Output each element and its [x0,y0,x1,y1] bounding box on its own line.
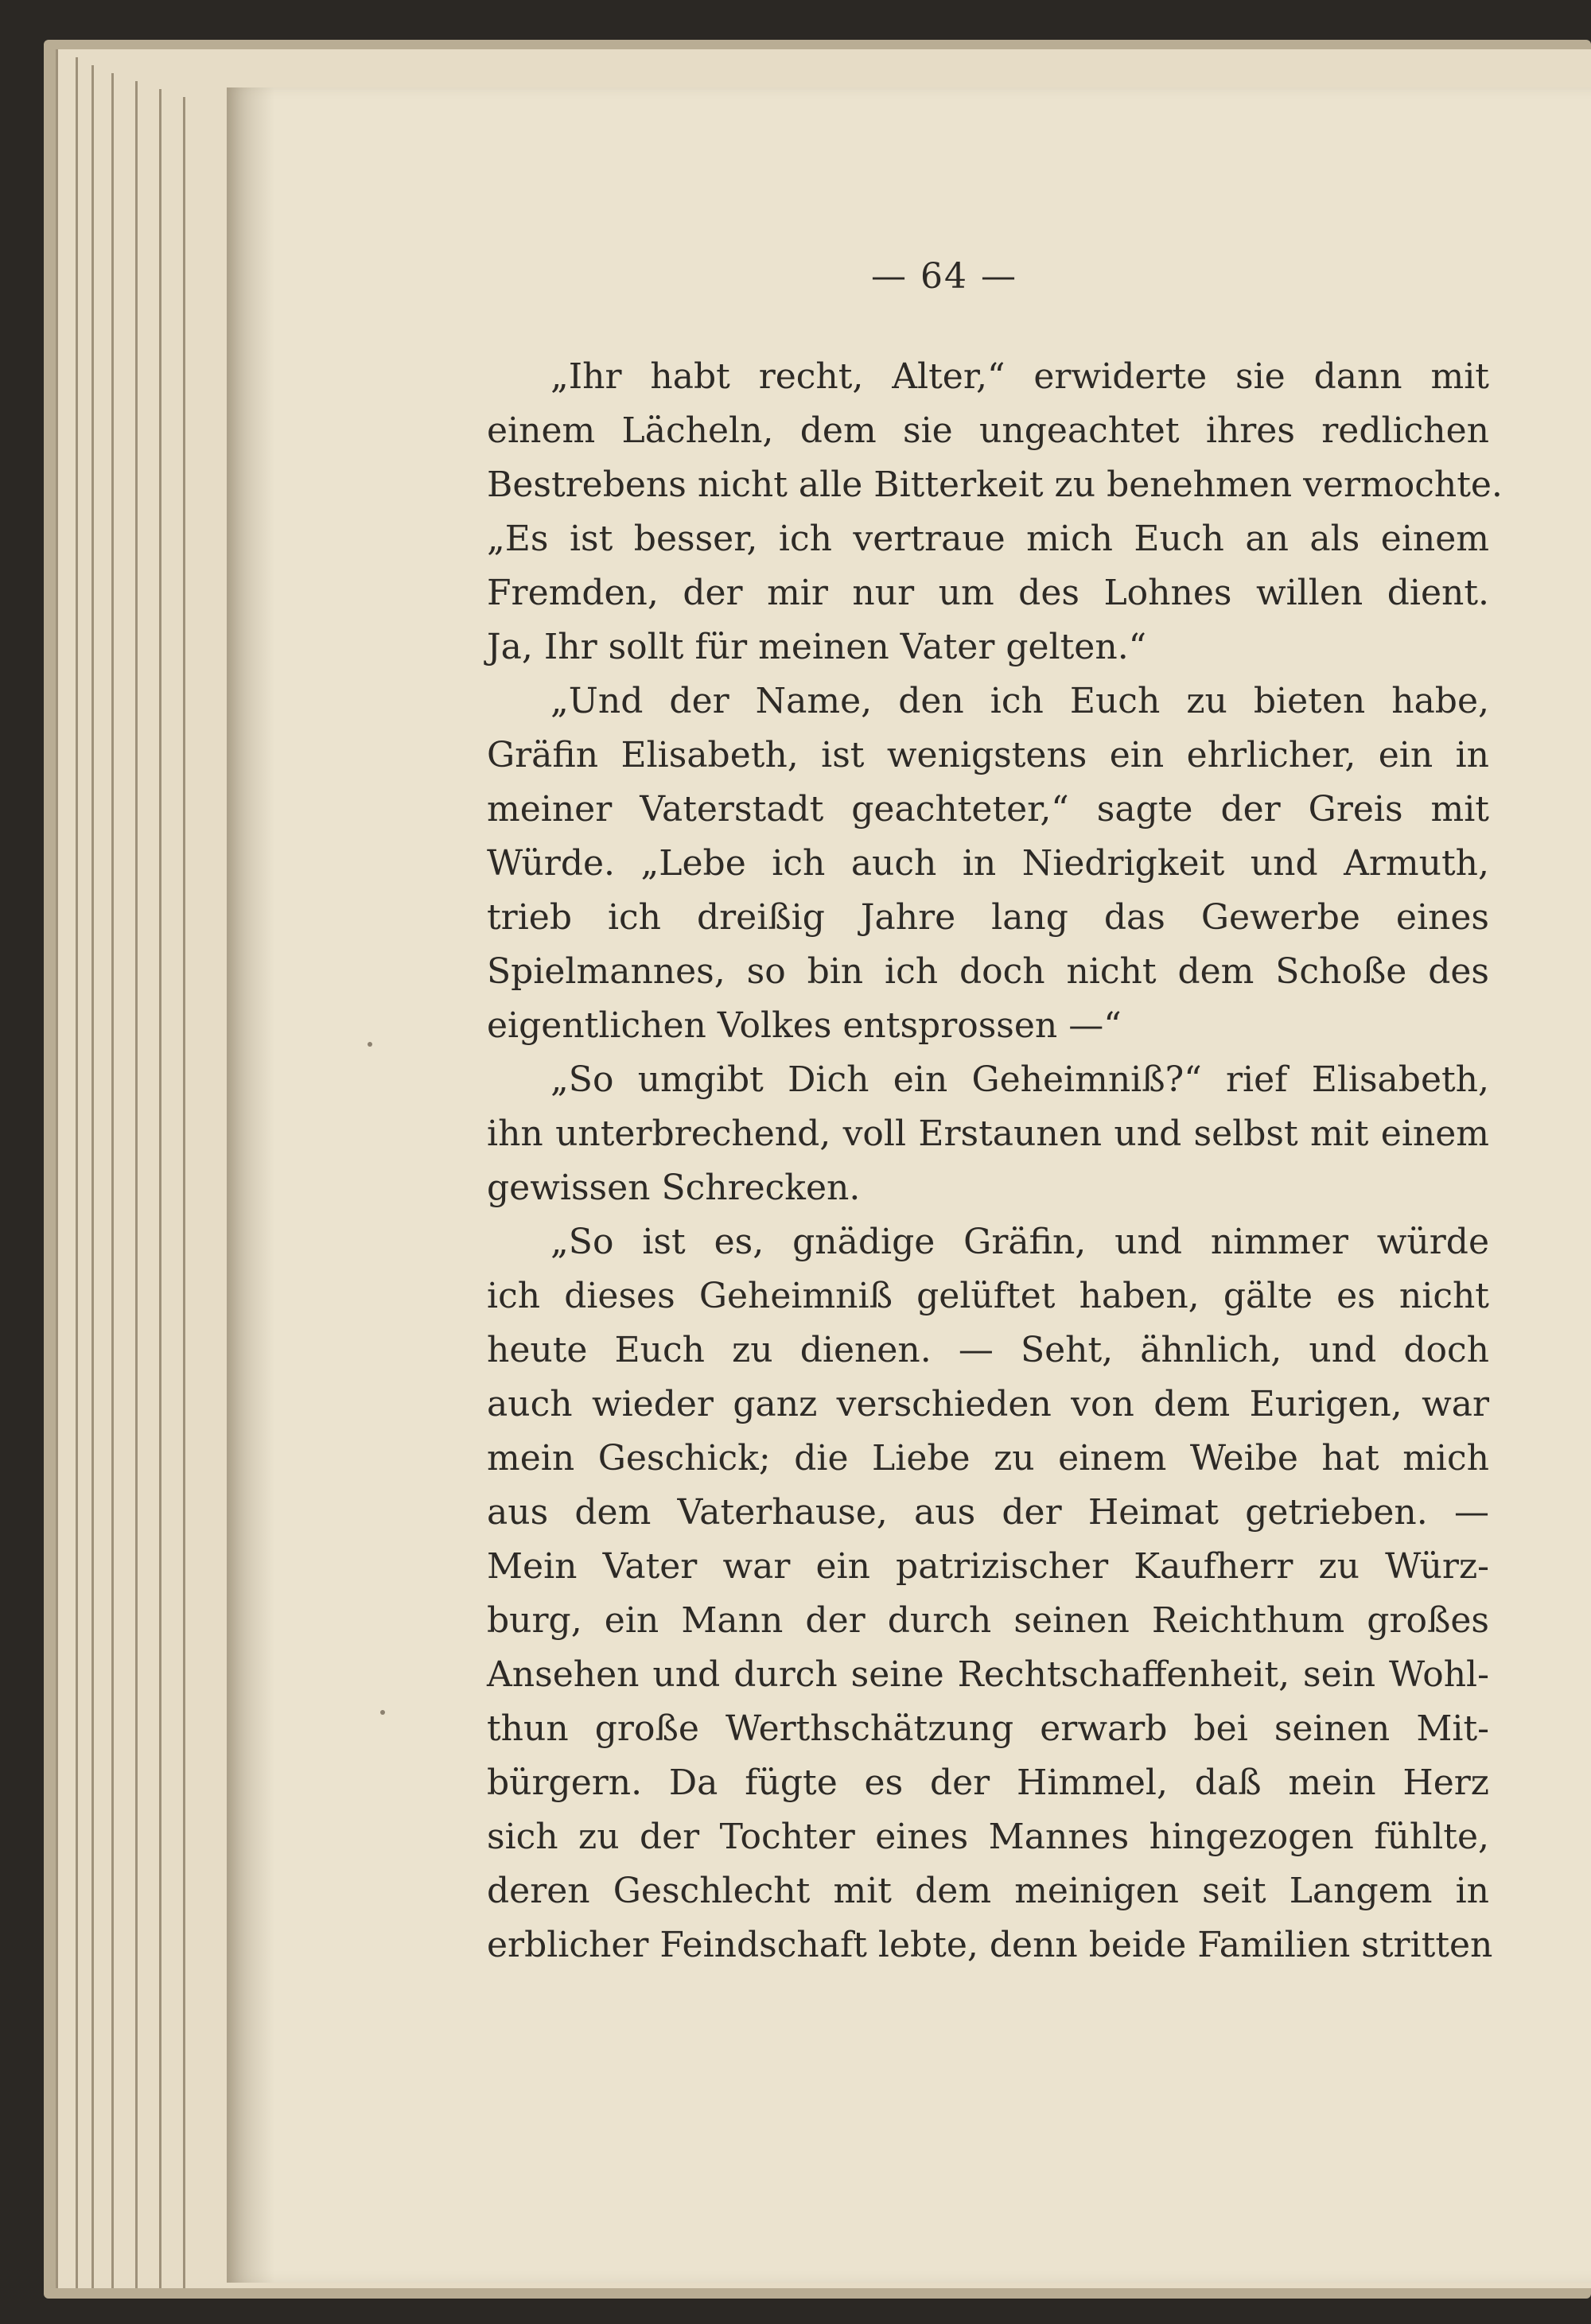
text-line: gewissen Schrecken. [487,1168,861,1208]
text-line: „Ihr habt recht, Alter,“ erwiderte sie dann mit [550,356,1489,397]
page-number: — 64 — [871,256,1017,297]
paper-speck [380,1710,385,1715]
text-line: aus dem Vaterhause, aus der Heimat getrieben. — [487,1492,1489,1533]
text-line: bürgern. Da fügte es der Himmel, daß mein Herz [487,1762,1489,1803]
paper-speck [368,1042,372,1047]
text-line: Spielmannes, so bin ich doch nicht dem Schoße des [487,951,1489,992]
text-line: Fremden, der mir nur um des Lohnes willen dient. [487,573,1489,613]
text-line: „Und der Name, den ich Euch zu bieten habe, [550,681,1489,721]
text-line: trieb ich dreißig Jahre lang das Gewerbe eines [487,897,1489,938]
body-text [487,350,1503,1972]
text-line: Bestrebens nicht alle Bitterkeit zu benehmen vermochte. [487,464,1503,505]
text-line: Gräfin Elisabeth, ist wenigstens ein ehrlicher, ein in [487,735,1489,775]
spine-shadow [227,87,274,2283]
text-line: „Es ist besser, ich vertraue mich Euch an als einem [487,519,1489,559]
text-line: burg, ein Mann der durch seinen Reichthum großes [487,1600,1489,1641]
text-line: thun große Werthschätzung erwarb bei seinen Mit- [487,1708,1489,1749]
text-line: „So ist es, gnädige Gräfin, und nimmer würde [550,1222,1489,1262]
text-line: Ja, Ihr sollt für meinen Vater gelten.“ [487,627,1147,667]
text-line: Mein Vater war ein patrizischer Kaufherr zu Würz- [487,1546,1489,1587]
text-line: „So umgibt Dich ein Geheimniß?“ rief Elisabeth, [550,1059,1489,1100]
text-line: ich dieses Geheimniß gelüftet haben, gälte es nicht [487,1276,1489,1316]
text-line: eigentlichen Volkes entsprossen —“ [487,1005,1122,1046]
text-line: meiner Vaterstadt geachteter,“ sagte der Greis mit [487,789,1489,830]
text-line: auch wieder ganz verschieden von dem Eurigen, war [487,1384,1489,1424]
text-line: heute Euch zu dienen. — Seht, ähnlich, und doch [487,1330,1489,1370]
text-line: Würde. „Lebe ich auch in Niedrigkeit und Armuth, [487,843,1489,884]
text-line: sich zu der Tochter eines Mannes hingezogen fühlte, [487,1817,1489,1857]
text-line: ihn unterbrechend, voll Erstaunen und selbst mit einem [487,1113,1489,1154]
text-line: erblicher Feindschaft lebte, denn beide Familien stritten [487,1925,1493,1965]
text-line: deren Geschlecht mit dem meinigen seit Langem in [487,1871,1489,1911]
text-line: Ansehen und durch seine Rechtschaffenheit, sein Wohl- [487,1654,1489,1695]
text-line: mein Geschick; die Liebe zu einem Weibe hat mich [487,1438,1489,1479]
text-line: einem Lächeln, dem sie ungeachtet ihres redlichen [487,410,1489,451]
